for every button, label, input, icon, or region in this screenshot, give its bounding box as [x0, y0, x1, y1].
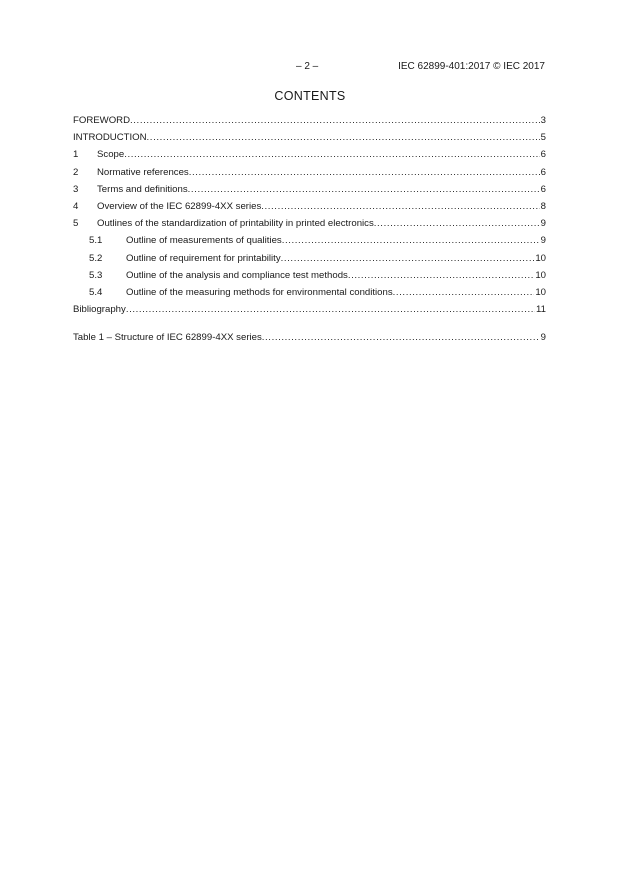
toc-entry-bibliography[interactable]: [73, 301, 546, 318]
toc-leader: [124, 146, 539, 163]
toc-entry-number: 2: [73, 166, 79, 178]
toc-entry-title: Bibliography: [73, 304, 126, 316]
toc-entry-page: 10: [535, 252, 546, 264]
toc-entry-scope[interactable]: [73, 146, 546, 163]
toc-title: CONTENTS: [274, 89, 346, 103]
toc-entry-page: 6: [540, 183, 546, 195]
toc-entry-number: 5.4: [89, 286, 103, 298]
toc-entry-title: Outline of measurements of qualities: [126, 235, 282, 247]
toc-entry-title: Overview of the IEC 62899-4XX series: [97, 200, 262, 212]
toc-entry-page: 9: [540, 218, 546, 230]
toc-leader: [281, 250, 535, 267]
toc-entry-number: 5.1: [89, 235, 103, 247]
toc-entry-page: 11: [536, 304, 546, 316]
toc-entry-number: 1: [73, 149, 79, 161]
toc-leader: [261, 198, 539, 215]
toc-leader: [147, 129, 540, 146]
toc-leader: [374, 215, 540, 232]
toc-entry-page: 9: [540, 235, 546, 247]
toc-entry-5-4[interactable]: [73, 284, 546, 301]
toc-entry-title: FOREWORD: [73, 115, 131, 126]
toc-leader: [126, 301, 535, 318]
toc-entry-page: 9: [540, 332, 546, 344]
document-reference: IEC 62899-401:2017 © IEC 2017: [398, 61, 545, 72]
toc-entry-foreword[interactable]: [73, 112, 546, 129]
toc-entry-title: Outline of the measuring methods for environmental conditions: [126, 286, 393, 298]
toc-entry-5-2[interactable]: [73, 250, 546, 267]
toc-entry-terms-and-definitions[interactable]: [73, 181, 546, 198]
toc-entry-number: 5.3: [89, 269, 103, 281]
toc-entry-title: Table 1 – Structure of IEC 62899-4XX series: [73, 332, 262, 344]
toc-entry-page: 3: [540, 115, 546, 126]
toc-entry-5-3[interactable]: [73, 267, 546, 284]
toc-entry-title: INTRODUCTION: [73, 132, 147, 144]
toc-entry-table-1[interactable]: [73, 329, 546, 346]
page-number: – 2 –: [296, 61, 319, 72]
toc-entry-title: Normative references: [97, 166, 189, 178]
toc-entry-title: Outline of requirement for printability: [126, 252, 281, 264]
toc-entry-number: 5.2: [89, 252, 103, 264]
toc-entry-number: 4: [73, 200, 79, 212]
toc-leader: [282, 232, 540, 249]
toc-entry-page: 6: [540, 166, 546, 178]
toc-leader: [188, 181, 540, 198]
toc-leader: [189, 164, 540, 181]
toc-leader: [262, 329, 540, 346]
toc-entry-title: Scope: [97, 149, 125, 161]
toc-leader: [393, 284, 535, 301]
toc-entry-page: 6: [540, 149, 546, 161]
toc-leader: [348, 267, 534, 284]
toc-entry-page: 10: [535, 286, 546, 298]
toc-entry-outlines[interactable]: [73, 215, 546, 232]
toc-entry-page: 8: [540, 200, 546, 212]
toc-entry-page: 5: [540, 132, 546, 144]
toc-entry-introduction[interactable]: [73, 129, 546, 146]
toc-entry-number: 5: [73, 218, 79, 230]
toc-entry-overview[interactable]: [73, 198, 546, 215]
toc-entry-title: Outlines of the standardization of printability in printed electronics: [97, 218, 374, 230]
toc-entry-5-1[interactable]: [73, 232, 546, 249]
toc-leader: [130, 112, 540, 129]
toc-entry-title: Terms and definitions: [97, 183, 188, 195]
toc-entry-page: 10: [535, 269, 546, 281]
toc-entry-normative-references[interactable]: [73, 164, 546, 181]
toc-entry-number: 3: [73, 183, 79, 195]
table-of-contents: [73, 112, 546, 346]
toc-entry-title: Outline of the analysis and compliance test methods: [126, 269, 348, 281]
